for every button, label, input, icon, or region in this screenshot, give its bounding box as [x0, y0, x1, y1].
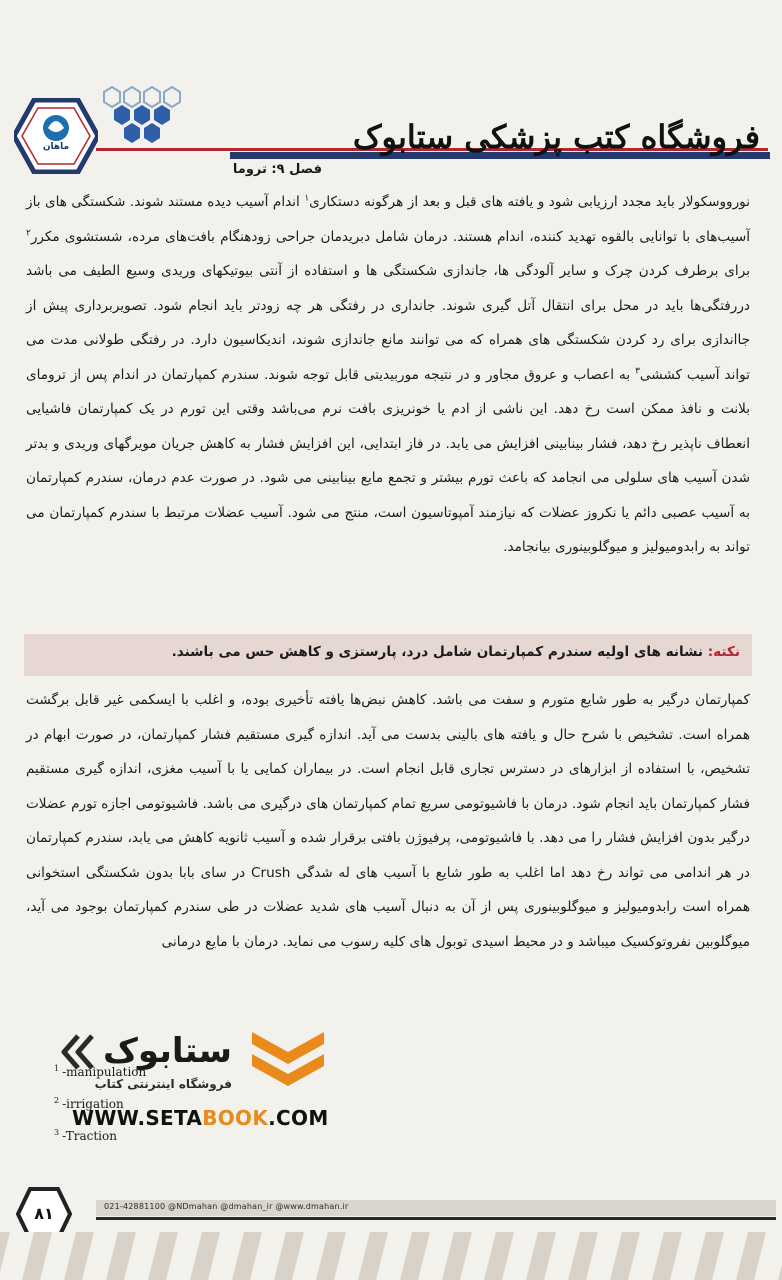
bottom-decorative-band — [0, 1232, 782, 1280]
note-label: نکته: — [707, 644, 740, 660]
paragraph-1 — [26, 185, 750, 565]
note-box — [24, 634, 752, 676]
paragraph-1-line-2: اندام آسیب دیده مستند شوند. شکستگی های باز آسیب‌های با توانایی بالقوه تهدید کننده، اندام هستند. درمان شامل دبریدمان جراحی زودهنگام بافت‌های مرده، شستشوی مکرر — [26, 194, 750, 245]
footnote-ref-2: ۲ — [26, 227, 31, 238]
footnote-ref-3: ۳ — [635, 365, 640, 376]
brand-title: فروشگاه کتب پزشکی ستابوک — [352, 118, 760, 156]
footnote-ref-1: ۱ — [304, 193, 310, 204]
page-number: ۸۱ — [34, 1204, 54, 1223]
footnote-3: $^3$ -Traction — [54, 1128, 117, 1143]
paragraph-2-text: کمپارتمان درگیر به طور شایع متورم و سفت می باشد. کاهش نبض‌ها یافته تأخیری بوده، و اغلب با ایسکمی غیر قابل برگشت همراه است. تشخیص با شرح حال و یافته های بالینی بدست می آید. اندازه گیری مستقیم فشار کمپارتمان، در صورت ابهام در تشخیص، با استفاده از ابزارهای در دسترس تجاری قابل انجام است. در بیماران کمایی یا با آسیب مغزی، اندازه گیری مستقیم فشار کمپارتمان باید انجام شود. درمان با فاشیوتومی سریع تمام کمپارتمان های درگیری می باشد. فاشیوتومی اجازه تورم عضلات درگیر بدون افزایش فشار را می دهد. با فاشیوتومی، پرفیوژن بافتی برقرار شده و آسیب ثانویه کاهش می یابد، سندرم کمپارتمان در هر اندامی می تواند رخ دهد اما اغلب به طور شایع با آسیب های له شدگی Crush در سای بابا بدون شکستگی استخوانی همراه است رابدومیولیز و میوگلوبینوری پس از آن به دنبال آسیب های شدید عضلات در طی سندرم کمپارتمان بوجود می آید، میوگلوبین نفروتوکسیک میباشد و در محیط اسیدی توبول های کلیه رسوب می نماید. درمان با مایع درمانی — [26, 692, 750, 950]
footer-rule — [96, 1217, 776, 1220]
paragraph-1-line-1: نورووسکولار باید مجدد ارزیابی شود و یافته های قبل و بعد از هرگونه دستکاری — [309, 194, 750, 210]
paragraph-1-line-3: برای برطرف کردن چرک و سایر آلودگی ها، جاندازی شکستگی ها و استفاده از آنتی بیوتیکهای وریدی وسیع الطیف می باشد دررفتگی‌ها باید در محل برای انتقال آتل گیری شوند. جانداری در رفتگی هر چه زودتر باید انجام شود. تصویربرداری پیش از جااندازی برای رد کردن شکستگی های همراه که می توانند مانع جاندازی شوند، اندیکاسیون دارد. در رفتگی طولانی مدت می تواند آسیب کششی — [26, 263, 750, 383]
publisher-logo — [14, 98, 98, 174]
note-body: نشانه های اولیه سندرم کمپارتمان شامل درد، پارستزی و کاهش حس می باشند. — [171, 644, 708, 660]
watermark-url: WWW.SETABOOK.COM — [72, 1106, 329, 1130]
chapter-title: فصل ۹: تروما — [232, 162, 322, 177]
hexagon-logo-icon — [14, 98, 98, 174]
setabook-watermark-logo-icon — [52, 1018, 342, 1098]
footnote-1: $^1$ -manipulation — [54, 1064, 147, 1079]
paragraph-2 — [26, 683, 750, 959]
watermark-logo-sub: فروشگاه اینترنتی کتاب — [94, 1077, 232, 1091]
paragraph-1-line-4: به اعصاب و عروق مجاور و در نتیجه موربیدیتی قابل توجه شوند. سندرم کمپارتمان در اندام پس از ترومای بلانت و نافذ ممکن است رخ دهد. این ناشی از ادم یا خونریزی بافت نرم می‌باشد وقتی این تورم در یک کمپارتمان فاشیایی انعطاف ناپذیر رخ دهد، فشار بینابینی افزایش می یابد. در فاز ابتدایی، این افزایش فشار به کاهش جریان مویرگهای وریدی و بدتر شدن آسیب های سلولی می انجامد که باعث تورم بیشتر و تجمع مایع بینابینی می شود. در صورت عدم درمان، سندرم کمپارتمان به آسیب عصبی دائم یا نکروز عضلات که نیازمند آمپوتاسیون است، منتج می شود. آسیب عضلات مرتبط با سندرم کمپارتمان می تواند به رابدومیولیز و میوگلوبینوری بیانجامد. — [26, 366, 750, 555]
note-text — [172, 644, 740, 660]
watermark-logo-word: ستابوک — [103, 1031, 232, 1071]
bottom-stripes-icon — [0, 1232, 782, 1280]
footer-contact: 021-42881100 @NDmahan @dmahan_ir @www.dmahan.ir — [104, 1202, 349, 1211]
hexagon-pattern-icon — [96, 86, 206, 146]
footnote-2: $^2$ -irrigation — [54, 1096, 124, 1111]
logo-text: ماهان — [42, 142, 70, 152]
